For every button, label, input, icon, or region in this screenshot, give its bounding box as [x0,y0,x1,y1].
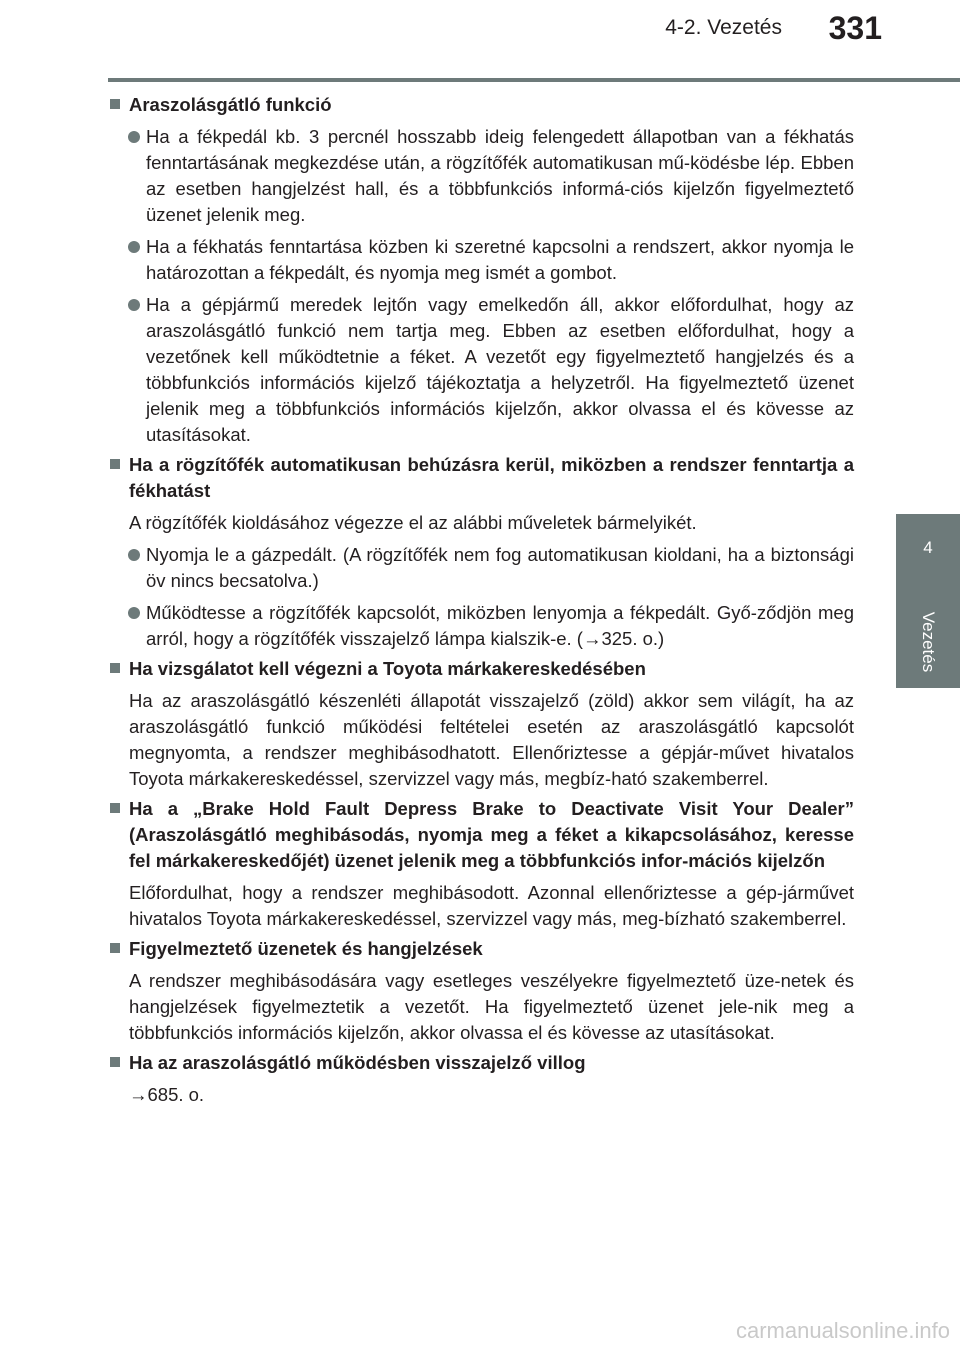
section-brake-hold-fault [108,796,854,932]
circle-bullet-icon [128,549,140,561]
chapter-tab-label: Vezetés [919,611,938,673]
header-section-title: 4-2. Vezetés [665,16,782,39]
square-bullet-icon [110,459,120,469]
list-item: Ha a fékhatás fenntartása közben ki szeretné kapcsolni a rendszert, akkor nyomja le határozottan a fékpedált, és nyomja meg ismét a gombot. [128,234,854,286]
page-reference: →685. o. [129,1084,205,1105]
watermark: carmanualsonline.info [735,1318,950,1343]
circle-bullet-icon [128,241,140,253]
section-paragraph: Előfordulhat, hogy a rendszer meghibásodott. Azonnal ellenőriztesse a gép-járművet hivatalos Toyota márkakereskedéssel, szervizzel vagy más, meg-bízható szakemberrel. [129,882,854,929]
circle-bullet-icon [128,607,140,619]
square-bullet-icon [110,99,120,109]
square-bullet-icon [110,943,120,953]
circle-bullet-icon [128,299,140,311]
page-number: 331 [828,10,882,46]
section-paragraph: A rendszer meghibásodására vagy esetleges veszélyekre figyelmeztető üze-netek és hangjelzések figyelmeztetik a vezetőt. Ha figyelmeztető üzenet jele-nik meg a többfunkciós információs kijelzőn, akkor olvassa el és kövesse az utasításokat. [129,970,854,1043]
page-content [108,92,854,1112]
list-item: Nyomja le a gázpedált. (A rögzítőfék nem fog automatikusan kioldani, ha a biztonsági öv nincs becsatolva.) [128,542,854,594]
list-item: Ha a fékpedál kb. 3 percnél hosszabb ideig felengedett állapotban van a fékhatás fenntartásának megkezdése után, a rögzítőfék automatikusan mű-ködésbe lép. Ebben az esetben hangjelzést hall, és a többfunkciós informá-ciós kijelzőn figyelmeztető üzenet jelenik meg. [128,124,854,228]
section-figyelmezteto-uzenetek [108,936,854,1046]
section-heading: Figyelmeztető üzenetek és hangjelzések [108,936,854,962]
circle-bullet-icon [128,131,140,143]
section-heading: Ha a rögzítőfék automatikusan behúzásra kerül, miközben a rendszer fenntartja a fékhatást [108,452,854,504]
section-paragraph: A rögzítőfék kioldásához végezze el az alábbi műveletek bármelyikét. [129,512,697,533]
square-bullet-icon [110,803,120,813]
section-paragraph: Ha az araszolásgátló készenléti állapotát visszajelző (zöld) akkor sem világít, ha az araszolásgátló funkció működési feltételei esetén az araszolásgátló kapcsolót megnyomta, a rendszer meghibásodhatott. Ellenőriztesse a gépjár-művet hivatalos Toyota márkakereskedéssel, szervizzel vagy más, megbíz-ható szakemberrel. [129,690,854,789]
section-visszajelzo-villog [108,1050,854,1108]
section-heading: Ha az araszolásgátló működésben visszajelző villog [108,1050,854,1076]
section-rogzitofek-automatikus [108,452,854,652]
square-bullet-icon [110,663,120,673]
chapter-tab-number: 4 [923,538,933,557]
section-araszolasgatlo-funkcio [108,92,854,448]
section-heading: Ha vizsgálatot kell végezni a Toyota márkakereskedésében [108,656,854,682]
list-item: Működtesse a rögzítőfék kapcsolót, miközben lenyomja a fékpedált. Győ-ződjön meg arról, hogy a rögzítőfék visszajelző lámpa kialszik-e. (→325. o.) [128,600,854,652]
section-heading: Araszolásgátló funkció [108,92,854,118]
square-bullet-icon [110,1057,120,1067]
header-rule [108,78,960,82]
section-heading: Ha a „Brake Hold Fault Depress Brake to Deactivate Visit Your Dealer” (Araszolásgátló meghibásodás, nyomja meg a féket a kikapcsolásához, keresse fel márkakereskedőjét) üzenet jelenik meg a többfunkciós infor-mációs kijelzőn [108,796,854,874]
section-vizsgalat [108,656,854,792]
list-item: Ha a gépjármű meredek lejtőn vagy emelkedőn áll, akkor előfordulhat, hogy az araszolásgátló funkció nem tartja meg. Ebben az esetben előfordulhat, hogy a vezetőnek kell működtetnie a féket. A vezetőt egy figyelmeztető hangjelzés és a többfunkciós információs kijelző tájékoztatja a helyzetről. Ha figyelmeztető üzenet jelenik meg a többfunkciós információs kijelzőn, akkor olvassa el és kövesse az utasításokat. [128,292,854,448]
